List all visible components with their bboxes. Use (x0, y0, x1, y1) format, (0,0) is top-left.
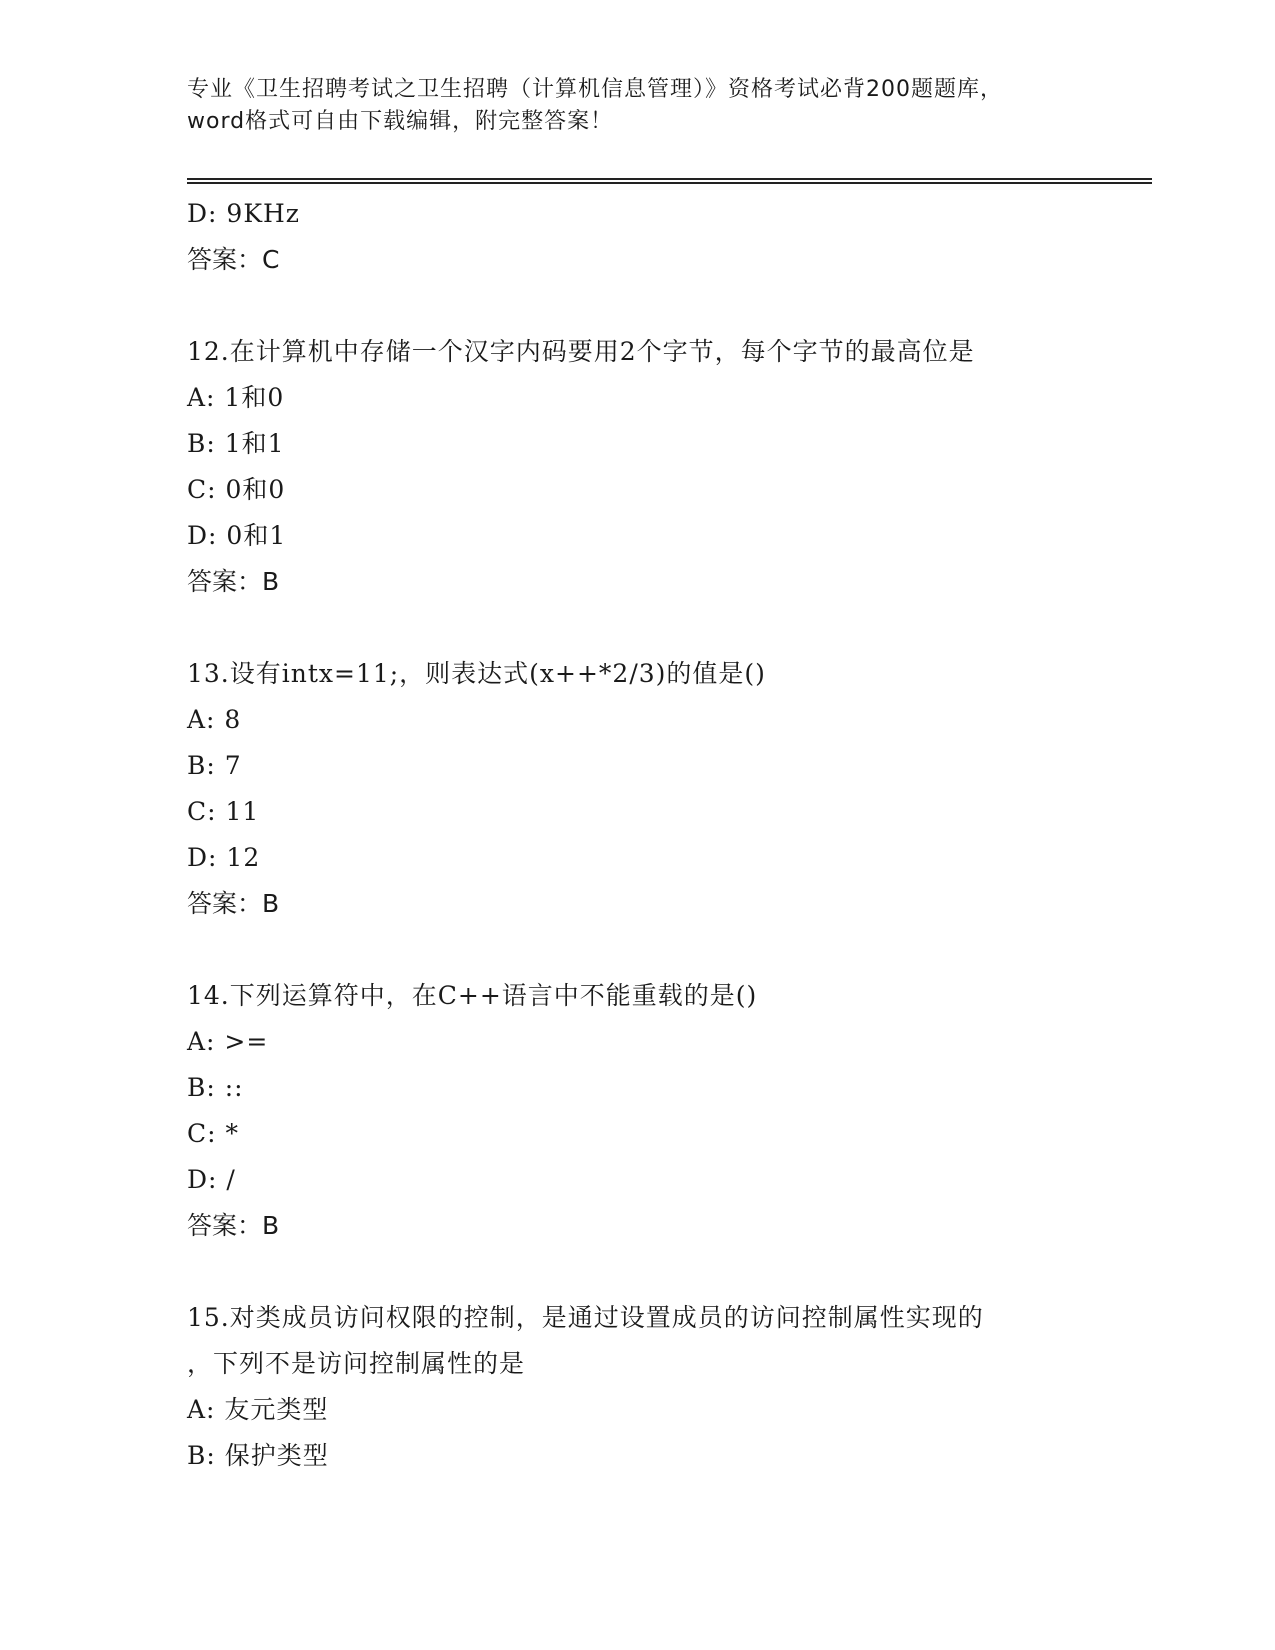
header-title-line-2: word格式可自由下载编辑，附完整答案！ (187, 109, 614, 134)
spacer (187, 605, 1087, 651)
spacer (187, 283, 1087, 329)
option-b: B: 7 (187, 751, 242, 780)
answer-line: 答案：B (187, 889, 280, 918)
option-d: D: 9KHz (187, 199, 300, 228)
answer-line: 答案：B (187, 1211, 280, 1240)
question-stem: 12.在计算机中存储一个汉字内码要用2个字节，每个字节的最高位是 (187, 337, 975, 366)
option-d: D: / (187, 1165, 236, 1194)
answer-line: 答案：B (187, 567, 280, 596)
question-15 (187, 1295, 1087, 1479)
option-d: D: 0和1 (187, 521, 287, 550)
page-header (187, 74, 1087, 138)
question-stem: 14.下列运算符中，在C++语言中不能重载的是() (187, 981, 758, 1010)
question-stem-line-2: ，下列不是访问控制属性的是 (187, 1349, 526, 1378)
option-b: B: 保护类型 (187, 1441, 329, 1470)
option-a: A: >= (187, 1027, 269, 1056)
question-list (187, 191, 1087, 1479)
option-c: C: * (187, 1119, 239, 1148)
spacer (187, 1249, 1087, 1295)
question-14 (187, 973, 1087, 1249)
header-title-line-1: 专业《卫生招聘考试之卫生招聘（计算机信息管理）》资格考试必背200题题库， (187, 77, 1003, 102)
option-a: A: 1和0 (187, 383, 285, 412)
question-11-tail (187, 191, 1087, 283)
question-13 (187, 651, 1087, 927)
option-d: D: 12 (187, 843, 261, 872)
question-12 (187, 329, 1087, 605)
option-c: C: 11 (187, 797, 260, 826)
option-a: A: 友元类型 (187, 1395, 329, 1424)
question-stem: 13.设有intx=11;，则表达式(x++*2/3)的值是() (187, 659, 766, 688)
spacer (187, 927, 1087, 973)
question-stem-line-1: 15.对类成员访问权限的控制，是通过设置成员的访问控制属性实现的 (187, 1303, 984, 1332)
option-c: C: 0和0 (187, 475, 286, 504)
option-b: B: :: (187, 1073, 244, 1102)
option-a: A: 8 (187, 705, 242, 734)
answer-line: 答案：C (187, 245, 280, 274)
header-divider (187, 178, 1152, 184)
option-b: B: 1和1 (187, 429, 285, 458)
